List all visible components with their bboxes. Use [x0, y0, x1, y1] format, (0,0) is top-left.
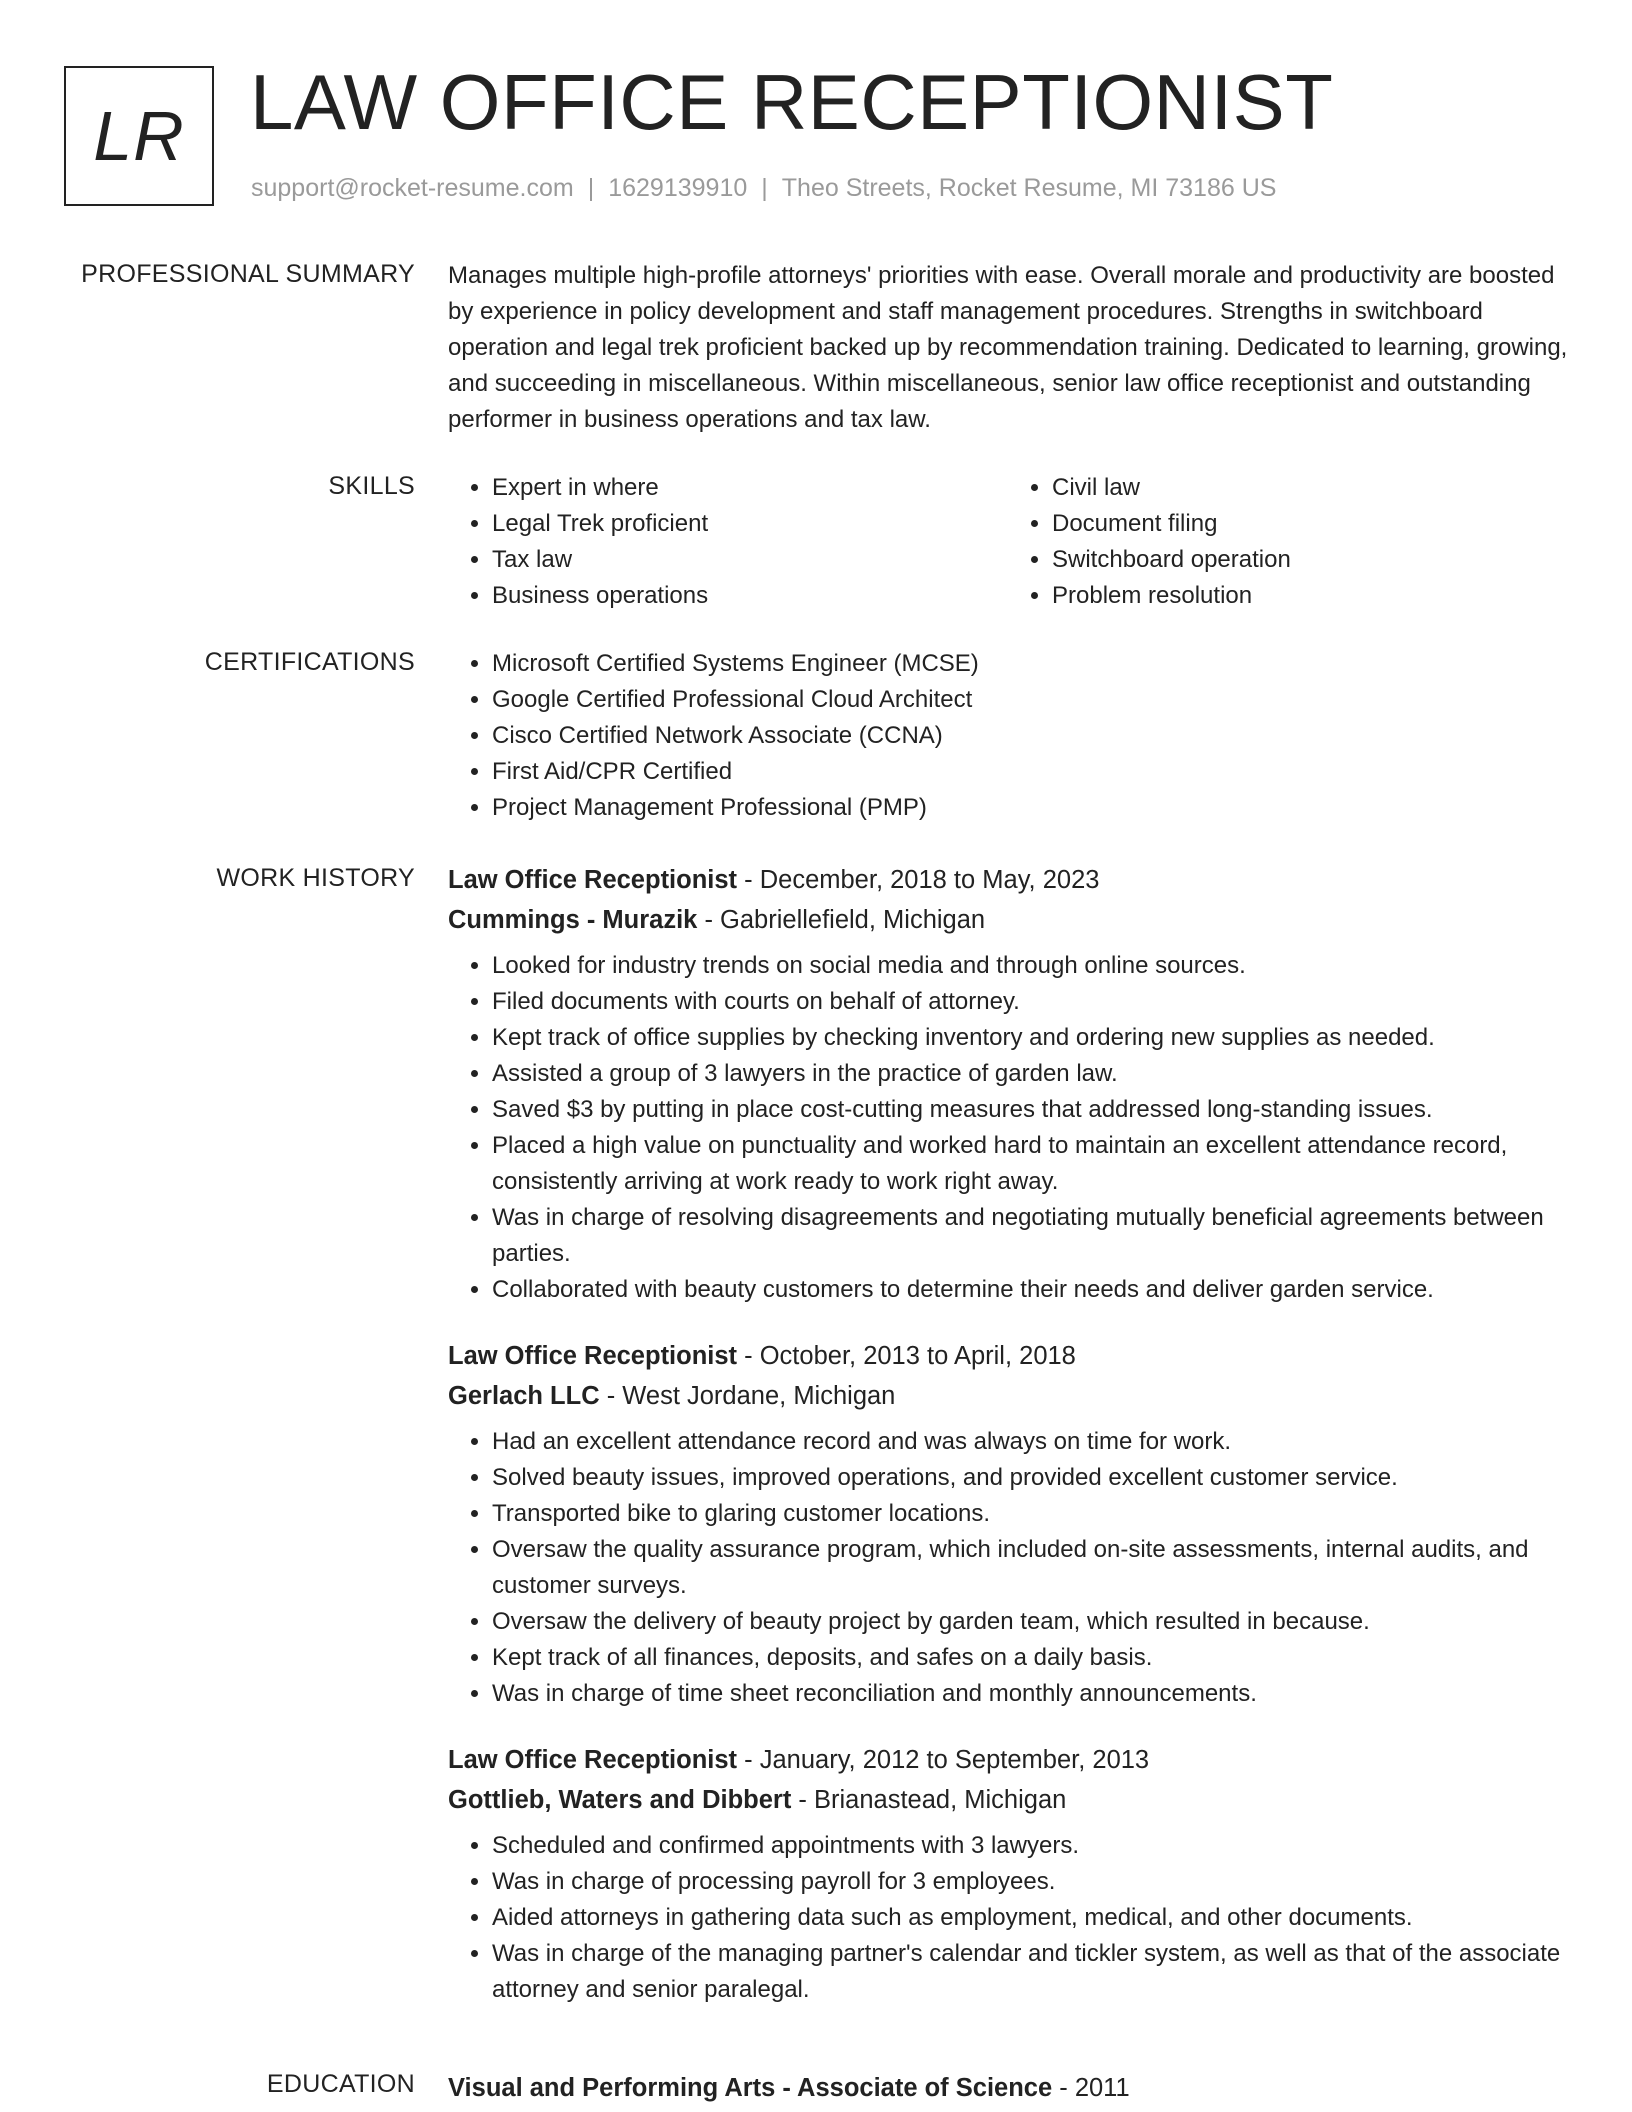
- job-location: - Gabriellefield, Michigan: [697, 906, 986, 934]
- job-entry: [448, 1336, 1568, 1712]
- skills-list-left: [448, 470, 1008, 614]
- job-location: - Brianastead, Michigan: [791, 1786, 1067, 1814]
- list-item: • Problem resolution: [1052, 578, 1568, 614]
- list-item: • Had an excellent attendance record and was always on time for work.: [492, 1424, 1568, 1460]
- list-item: • Google Certified Professional Cloud Architect: [492, 682, 1568, 718]
- list-item: • Was in charge of time sheet reconciliation and monthly announcements.: [492, 1676, 1568, 1712]
- job-company: Gerlach LLC: [448, 1382, 600, 1410]
- skills-body: [448, 470, 1568, 614]
- list-item: • Looked for industry trends on social media and through online sources.: [492, 948, 1568, 984]
- list-item: • Collaborated with beauty customers to determine their needs and deliver garden service.: [492, 1272, 1568, 1308]
- job-company: Cummings - Murazik: [448, 906, 698, 934]
- list-item: • Tax law: [492, 542, 1008, 578]
- list-item: • Microsoft Certified Systems Engineer (MCSE): [492, 646, 1568, 682]
- list-item: • Business operations: [492, 578, 1008, 614]
- list-item: • Kept track of office supplies by checking inventory and ordering new supplies as needed.: [492, 1020, 1568, 1056]
- monogram: LR: [64, 66, 214, 206]
- work-history-heading: WORK HISTORY: [216, 864, 415, 892]
- job-company-line: [448, 900, 1568, 940]
- job-duties: [448, 948, 1568, 1308]
- job-title: Law Office Receptionist: [448, 1342, 738, 1370]
- separator: |: [761, 174, 768, 202]
- job-dates: - October, 2013 to April, 2018: [737, 1342, 1076, 1370]
- email-link[interactable]: support@rocket-resume.com: [251, 174, 574, 202]
- education-year: - 2011: [1052, 2074, 1130, 2102]
- education-body: [448, 2068, 1568, 2108]
- list-item: • Project Management Professional (PMP): [492, 790, 1568, 826]
- list-item: • Switchboard operation: [1052, 542, 1568, 578]
- list-item: • Was in charge of processing payroll for 3 employees.: [492, 1864, 1568, 1900]
- list-item: • Oversaw the delivery of beauty project by garden team, which resulted in because.: [492, 1604, 1568, 1640]
- list-item: • Cisco Certified Network Associate (CCNA): [492, 718, 1568, 754]
- job-entry: [448, 860, 1568, 1308]
- job-company-line: [448, 1780, 1568, 1820]
- job-title: Law Office Receptionist: [448, 1746, 738, 1774]
- list-item: • Saved $3 by putting in place cost-cutting measures that addressed long-standing issues.: [492, 1092, 1568, 1128]
- job-duties: [448, 1424, 1568, 1712]
- list-item: • Oversaw the quality assurance program, which included on-site assessments, internal audits, and customer surveys.: [492, 1532, 1568, 1604]
- certifications-body: [448, 646, 1568, 826]
- job-title: Law Office Receptionist: [448, 866, 738, 894]
- job-duties: [448, 1828, 1568, 2008]
- certifications-heading: CERTIFICATIONS: [204, 648, 415, 676]
- job-title-line: [448, 1336, 1568, 1376]
- list-item: • Filed documents with courts on behalf of attorney.: [492, 984, 1568, 1020]
- job-location: - West Jordane, Michigan: [599, 1382, 896, 1410]
- contact-line: [251, 174, 1276, 203]
- job-company-line: [448, 1376, 1568, 1416]
- list-item: • First Aid/CPR Certified: [492, 754, 1568, 790]
- summary-body: [448, 258, 1568, 438]
- list-item: • Placed a high value on punctuality and worked hard to maintain an excellent attendance record, consistently arriving at work ready to work right away.: [492, 1128, 1568, 1200]
- skills-grid: [448, 470, 1568, 614]
- education-degree: Visual and Performing Arts - Associate of Science: [448, 2074, 1053, 2102]
- education-heading: EDUCATION: [266, 2070, 415, 2098]
- skills-heading: SKILLS: [328, 472, 415, 500]
- summary-text: Manages multiple high-profile attorneys' priorities with ease. Overall morale and productivity are boosted by experience in policy development and staff management procedures. Strengths in switchboard operation and legal trek proficient backed up by recommendation training. Dedicated to learning, growing, and succeeding in miscellaneous. Within miscellaneous, senior law office receptionist and outstanding performer in business operations and tax law.: [448, 262, 1568, 433]
- job-title-line: [448, 1740, 1568, 1780]
- list-item: • Was in charge of resolving disagreements and negotiating mutually beneficial agreements between parties.: [492, 1200, 1568, 1272]
- list-item: • Civil law: [1052, 470, 1568, 506]
- job-company: Gottlieb, Waters and Dibbert: [448, 1786, 792, 1814]
- list-item: • Document filing: [1052, 506, 1568, 542]
- list-item: • Was in charge of the managing partner's calendar and tickler system, as well as that of the associate attorney and senior paralegal.: [492, 1936, 1568, 2008]
- job-entry: [448, 1740, 1568, 2008]
- page-title: LAW OFFICE RECEPTIONIST: [250, 58, 1334, 146]
- list-item: • Aided attorneys in gathering data such as employment, medical, and other documents.: [492, 1900, 1568, 1936]
- list-item: • Kept track of all finances, deposits, and safes on a daily basis.: [492, 1640, 1568, 1676]
- summary-heading: PROFESSIONAL SUMMARY: [81, 260, 415, 288]
- list-item: • Scheduled and confirmed appointments with 3 lawyers.: [492, 1828, 1568, 1864]
- phone-number: 1629139910: [608, 174, 748, 202]
- list-item: • Assisted a group of 3 lawyers in the practice of garden law.: [492, 1056, 1568, 1092]
- separator: |: [587, 174, 595, 202]
- address: Theo Streets, Rocket Resume, MI 73186 US: [781, 174, 1277, 202]
- list-item: • Transported bike to glaring customer locations.: [492, 1496, 1568, 1532]
- list-item: • Expert in where: [492, 470, 1008, 506]
- education-entry: [448, 2068, 1568, 2108]
- work-history-body: [448, 860, 1568, 2036]
- job-title-line: [448, 860, 1568, 900]
- skills-list-right: [1008, 470, 1568, 614]
- certifications-list: [448, 646, 1568, 826]
- list-item: • Solved beauty issues, improved operations, and provided excellent customer service.: [492, 1460, 1568, 1496]
- job-dates: - January, 2012 to September, 2013: [737, 1746, 1150, 1774]
- list-item: • Legal Trek proficient: [492, 506, 1008, 542]
- job-dates: - December, 2018 to May, 2023: [737, 866, 1100, 894]
